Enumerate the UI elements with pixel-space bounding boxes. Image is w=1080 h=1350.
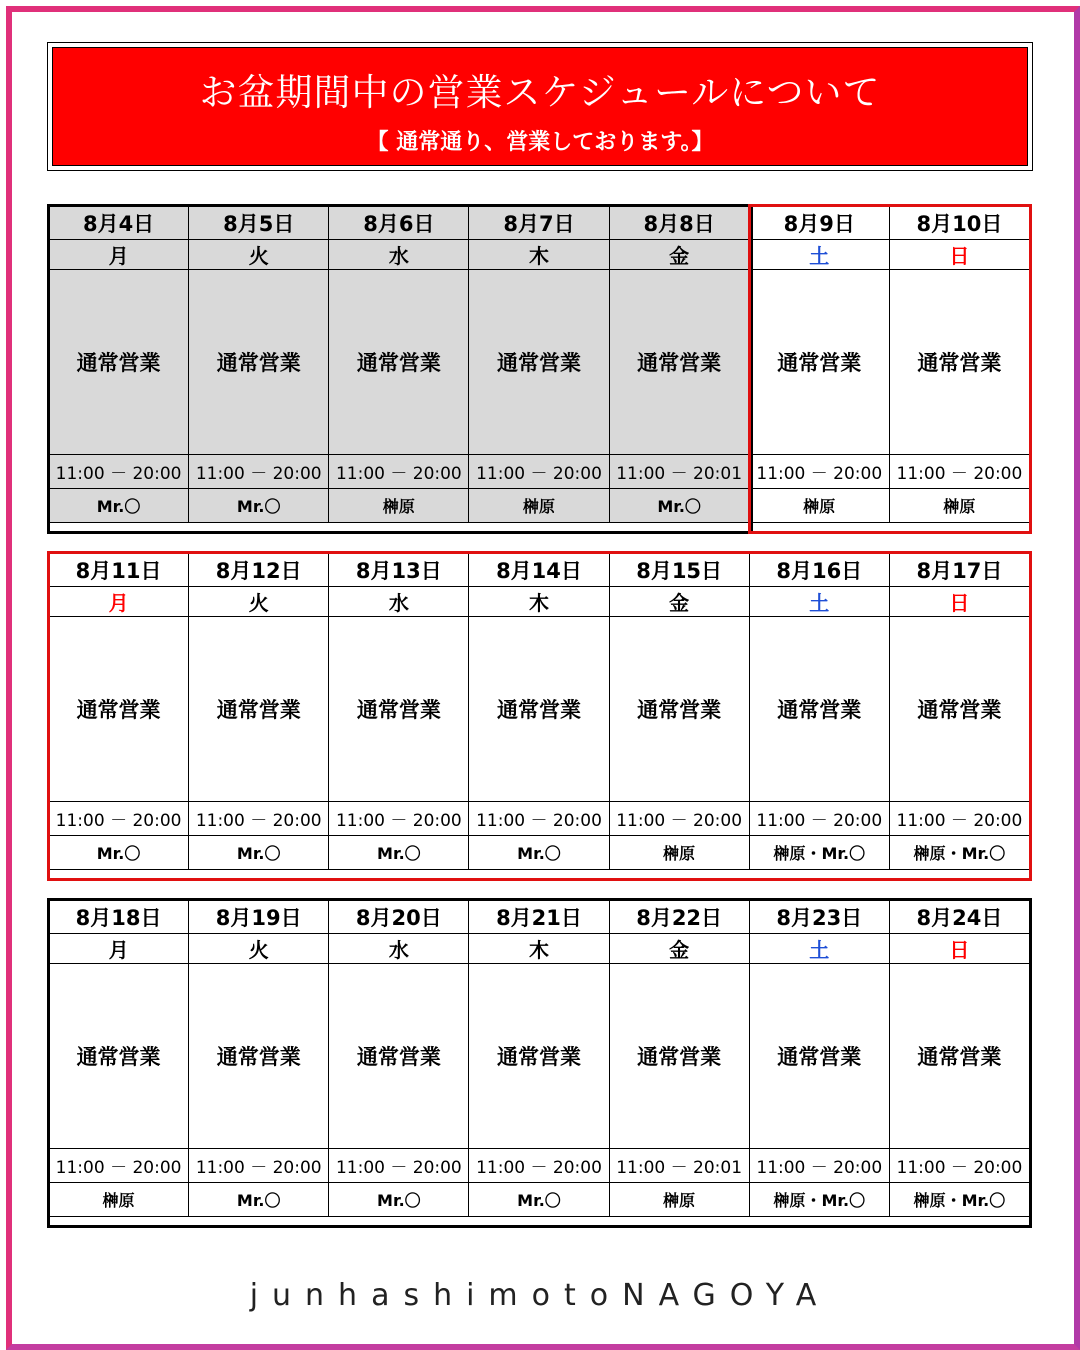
staff-cell: Mr.〇 xyxy=(469,1183,609,1217)
staff-cell: Mr.〇 xyxy=(49,489,189,523)
status-cell: 通常営業 xyxy=(189,617,329,802)
weekday-cell: 木 xyxy=(469,587,609,617)
weekday-cell-sunday: 日 xyxy=(889,240,1029,270)
weekday-cell: 月 xyxy=(49,240,189,270)
staff-cell: Mr.〇 xyxy=(189,836,329,870)
status-cell: 通常営業 xyxy=(609,964,749,1149)
hours-cell: 11:00 － 20:00 xyxy=(329,455,469,489)
status-cell: 通常営業 xyxy=(469,270,609,455)
status-cell: 通常営業 xyxy=(749,270,889,455)
weekday-cell: 火 xyxy=(189,587,329,617)
hours-row xyxy=(49,455,1030,489)
hours-cell: 11:00 － 20:00 xyxy=(749,455,889,489)
status-cell: 通常営業 xyxy=(329,964,469,1149)
status-cell: 通常営業 xyxy=(469,964,609,1149)
staff-cell: 榊原 xyxy=(469,489,609,523)
schedule-week-3 xyxy=(48,899,1030,1217)
weekday-cell: 水 xyxy=(329,240,469,270)
header-banner-fill xyxy=(52,47,1028,166)
staff-row xyxy=(49,836,1030,870)
page-title: お盆期間中の営業スケジュールについて xyxy=(199,71,881,114)
date-cell: 8月23日 xyxy=(749,900,889,934)
hours-cell: 11:00 － 20:00 xyxy=(329,802,469,836)
staff-cell: 榊原 xyxy=(609,836,749,870)
date-cell: 8月9日 xyxy=(749,206,889,240)
weekday-row xyxy=(49,587,1030,617)
staff-cell: 榊原・Mr.〇 xyxy=(889,836,1029,870)
footer-brand: junhashimotoNAGOYA xyxy=(249,1278,831,1313)
date-cell: 8月24日 xyxy=(889,900,1029,934)
date-cell: 8月11日 xyxy=(49,553,189,587)
schedule-week-1 xyxy=(48,205,1030,523)
weekday-cell-holiday: 月 xyxy=(49,587,189,617)
header-banner xyxy=(47,42,1033,171)
staff-cell: 榊原 xyxy=(329,489,469,523)
staff-cell: 榊原 xyxy=(889,489,1029,523)
status-cell: 通常営業 xyxy=(609,270,749,455)
hours-cell: 11:00 － 20:00 xyxy=(469,455,609,489)
weekday-cell: 金 xyxy=(609,240,749,270)
status-row xyxy=(49,617,1030,802)
status-cell: 通常営業 xyxy=(889,270,1029,455)
staff-cell: 榊原 xyxy=(749,489,889,523)
hours-cell: 11:00 － 20:00 xyxy=(329,1149,469,1183)
status-cell: 通常営業 xyxy=(329,617,469,802)
staff-cell: 榊原・Mr.〇 xyxy=(749,1183,889,1217)
date-row xyxy=(49,206,1030,240)
date-cell: 8月16日 xyxy=(749,553,889,587)
date-cell: 8月10日 xyxy=(889,206,1029,240)
weekday-row xyxy=(49,240,1030,270)
weekday-cell: 木 xyxy=(469,934,609,964)
weekday-cell: 金 xyxy=(609,587,749,617)
staff-cell: Mr.〇 xyxy=(189,1183,329,1217)
status-cell: 通常営業 xyxy=(189,270,329,455)
staff-cell: Mr.〇 xyxy=(609,489,749,523)
date-cell: 8月6日 xyxy=(329,206,469,240)
date-row xyxy=(49,553,1030,587)
staff-cell: 榊原 xyxy=(49,1183,189,1217)
hours-cell: 11:00 － 20:00 xyxy=(189,1149,329,1183)
weekday-cell-saturday: 土 xyxy=(749,587,889,617)
hours-cell: 11:00 － 20:00 xyxy=(889,802,1029,836)
status-cell: 通常営業 xyxy=(49,617,189,802)
date-cell: 8月5日 xyxy=(189,206,329,240)
status-cell: 通常営業 xyxy=(469,617,609,802)
hours-cell: 11:00 － 20:00 xyxy=(189,802,329,836)
status-cell: 通常営業 xyxy=(889,617,1029,802)
weekday-cell-sunday: 日 xyxy=(889,587,1029,617)
weekday-cell: 火 xyxy=(189,934,329,964)
weekday-row xyxy=(49,934,1030,964)
date-cell: 8月19日 xyxy=(189,900,329,934)
weekday-cell: 金 xyxy=(609,934,749,964)
status-cell: 通常営業 xyxy=(889,964,1029,1149)
status-row xyxy=(49,270,1030,455)
date-cell: 8月13日 xyxy=(329,553,469,587)
weekday-cell: 木 xyxy=(469,240,609,270)
status-cell: 通常営業 xyxy=(749,617,889,802)
staff-cell: 榊原・Mr.〇 xyxy=(889,1183,1029,1217)
weekday-cell-saturday: 土 xyxy=(749,240,889,270)
staff-row xyxy=(49,489,1030,523)
staff-cell: Mr.〇 xyxy=(329,1183,469,1217)
hours-cell: 11:00 － 20:00 xyxy=(469,802,609,836)
date-cell: 8月17日 xyxy=(889,553,1029,587)
status-cell: 通常営業 xyxy=(49,270,189,455)
status-row xyxy=(49,964,1030,1149)
status-cell: 通常営業 xyxy=(749,964,889,1149)
weekday-cell: 月 xyxy=(49,934,189,964)
hours-cell: 11:00 － 20:01 xyxy=(609,455,749,489)
hours-cell: 11:00 － 20:00 xyxy=(189,455,329,489)
weekday-cell-saturday: 土 xyxy=(749,934,889,964)
staff-row xyxy=(49,1183,1030,1217)
weekday-cell-sunday: 日 xyxy=(889,934,1029,964)
hours-cell: 11:00 － 20:00 xyxy=(749,802,889,836)
staff-cell: Mr.〇 xyxy=(329,836,469,870)
hours-cell: 11:00 － 20:01 xyxy=(609,1149,749,1183)
date-cell: 8月22日 xyxy=(609,900,749,934)
staff-cell: 榊原・Mr.〇 xyxy=(749,836,889,870)
hours-cell: 11:00 － 20:00 xyxy=(49,1149,189,1183)
date-cell: 8月12日 xyxy=(189,553,329,587)
hours-cell: 11:00 － 20:00 xyxy=(469,1149,609,1183)
staff-cell: Mr.〇 xyxy=(189,489,329,523)
status-cell: 通常営業 xyxy=(609,617,749,802)
status-cell: 通常営業 xyxy=(189,964,329,1149)
date-cell: 8月8日 xyxy=(609,206,749,240)
hours-cell: 11:00 － 20:00 xyxy=(749,1149,889,1183)
hours-cell: 11:00 － 20:00 xyxy=(609,802,749,836)
hours-cell: 11:00 － 20:00 xyxy=(49,802,189,836)
date-cell: 8月21日 xyxy=(469,900,609,934)
hours-cell: 11:00 － 20:00 xyxy=(889,455,1029,489)
status-cell: 通常営業 xyxy=(49,964,189,1149)
weekday-cell: 火 xyxy=(189,240,329,270)
weekday-cell: 水 xyxy=(329,934,469,964)
date-cell: 8月7日 xyxy=(469,206,609,240)
hours-cell: 11:00 － 20:00 xyxy=(889,1149,1029,1183)
weekday-cell: 水 xyxy=(329,587,469,617)
staff-cell: 榊原 xyxy=(609,1183,749,1217)
hours-row xyxy=(49,1149,1030,1183)
date-cell: 8月20日 xyxy=(329,900,469,934)
date-cell: 8月18日 xyxy=(49,900,189,934)
staff-cell: Mr.〇 xyxy=(469,836,609,870)
page-subtitle: 【 通常通り、営業しております。】 xyxy=(366,130,714,155)
status-cell: 通常営業 xyxy=(329,270,469,455)
schedule-week-2 xyxy=(48,552,1030,870)
date-cell: 8月15日 xyxy=(609,553,749,587)
hours-cell: 11:00 － 20:00 xyxy=(49,455,189,489)
hours-row xyxy=(49,802,1030,836)
date-row xyxy=(49,900,1030,934)
date-cell: 8月14日 xyxy=(469,553,609,587)
date-cell: 8月4日 xyxy=(49,206,189,240)
staff-cell: Mr.〇 xyxy=(49,836,189,870)
